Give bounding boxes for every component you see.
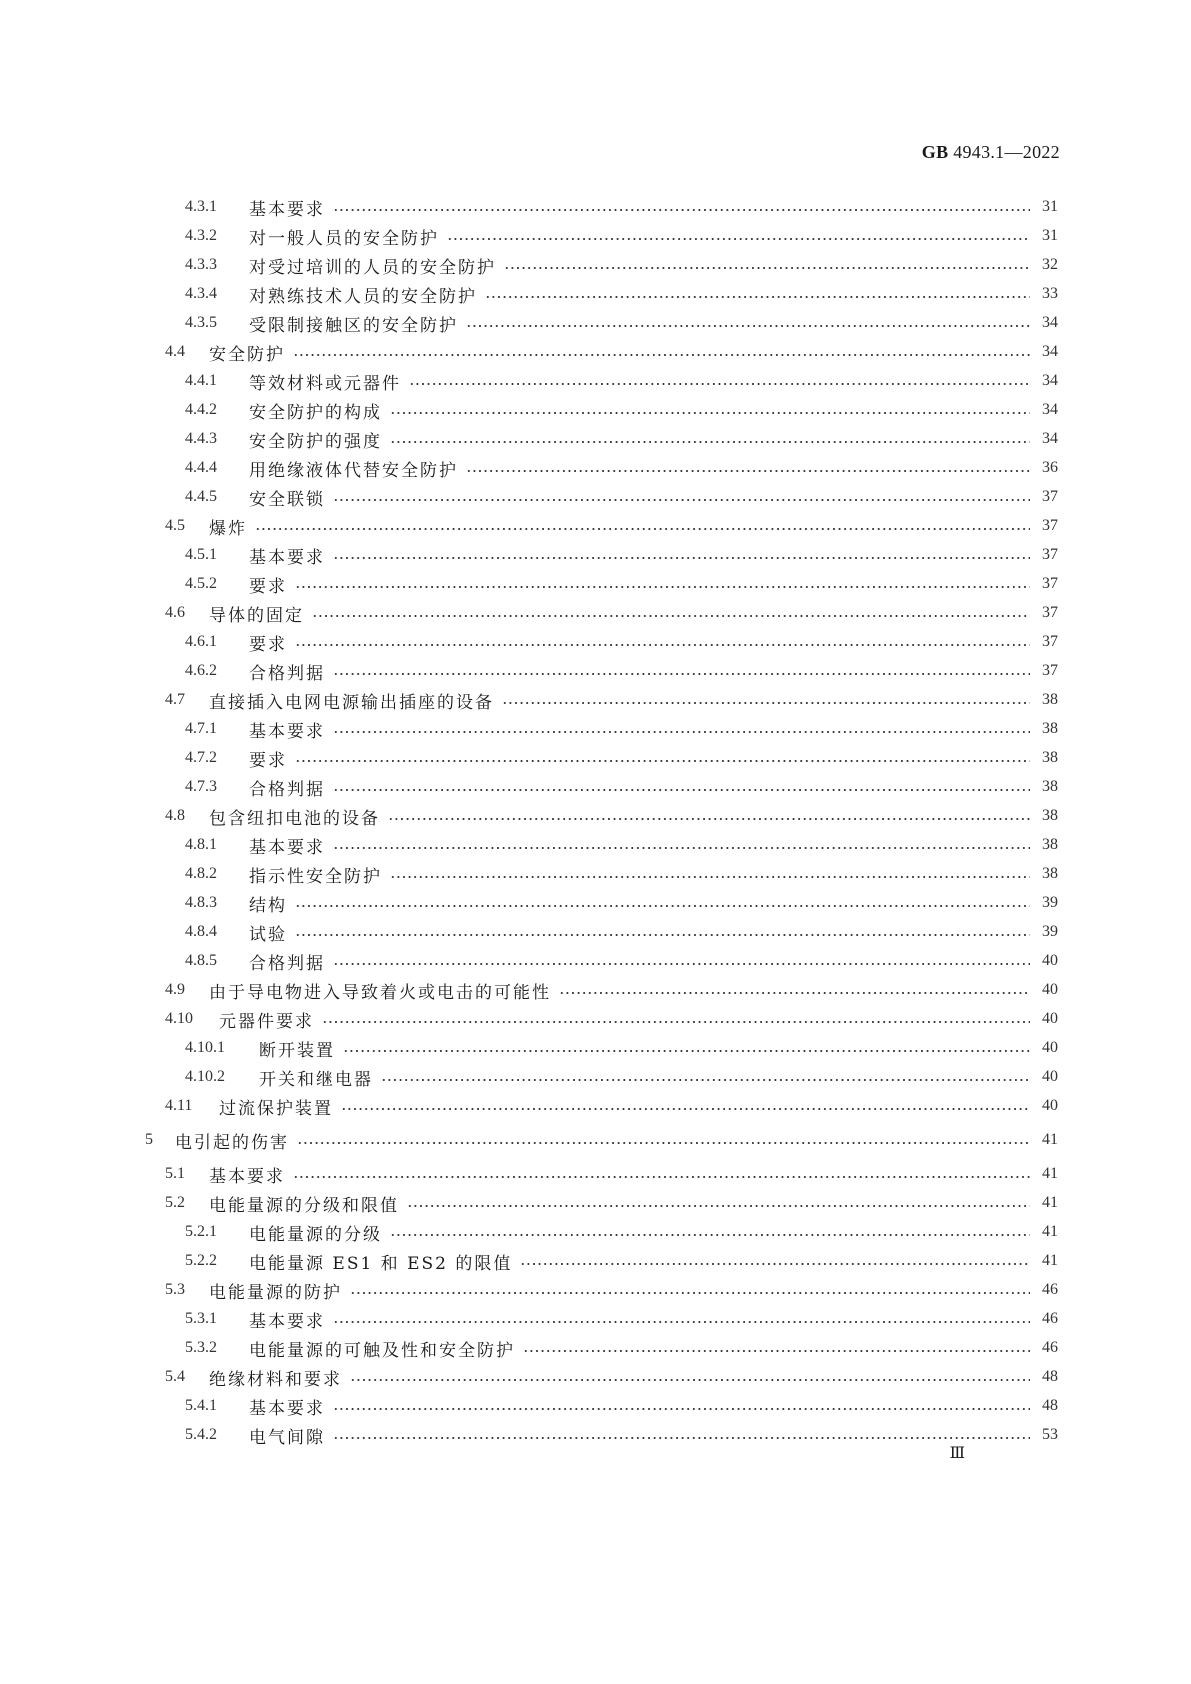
toc-entry-title: 安全防护的强度 bbox=[249, 431, 382, 452]
toc-entry-title: 基本要求 bbox=[249, 199, 325, 220]
toc-entry-page: 41 bbox=[1042, 1252, 1058, 1269]
toc-dot-leader bbox=[350, 1378, 1030, 1382]
page-number: Ⅲ bbox=[949, 1445, 965, 1462]
toc-entry-number: 4.7 bbox=[165, 691, 185, 708]
toc-entry-title: 试验 bbox=[249, 924, 287, 945]
toc-entry-title: 由于导电物进入导致着火或电击的可能性 bbox=[209, 982, 551, 1003]
toc-entry[interactable] bbox=[185, 833, 1058, 857]
toc-entry[interactable] bbox=[185, 485, 1058, 509]
toc-entry[interactable] bbox=[185, 1394, 1058, 1418]
toc-dot-leader bbox=[381, 1078, 1030, 1082]
toc-entry-page: 37 bbox=[1042, 575, 1058, 592]
toc-dot-leader bbox=[390, 440, 1030, 444]
toc-dot-leader bbox=[520, 1262, 1030, 1266]
toc-entry-title: 电气间隙 bbox=[249, 1427, 325, 1448]
toc-entry-page: 37 bbox=[1042, 488, 1058, 505]
toc-dot-leader bbox=[466, 469, 1030, 473]
toc-entry[interactable] bbox=[165, 514, 1058, 538]
toc-entry-number: 5.3.1 bbox=[185, 1310, 217, 1327]
toc-entry[interactable] bbox=[165, 804, 1058, 828]
toc-dot-leader bbox=[293, 1175, 1030, 1179]
toc-entry-number: 4.5.1 bbox=[185, 546, 217, 563]
toc-entry-title: 结构 bbox=[249, 895, 287, 916]
toc-entry-number: 4.6 bbox=[165, 604, 185, 621]
toc-dot-leader bbox=[390, 411, 1030, 415]
toc-entry-title: 基本要求 bbox=[249, 547, 325, 568]
toc-entry-title: 直接插入电网电源输出插座的设备 bbox=[209, 692, 494, 713]
toc-entry-page: 38 bbox=[1042, 720, 1058, 737]
toc-dot-leader bbox=[333, 1320, 1030, 1324]
standard-code: GB bbox=[921, 142, 949, 162]
toc-entry-number: 5.3 bbox=[165, 1281, 185, 1298]
toc-entry[interactable] bbox=[165, 1007, 1058, 1031]
toc-dot-leader bbox=[333, 498, 1030, 502]
toc-dot-leader bbox=[333, 846, 1030, 850]
toc-entry-number: 4.3.3 bbox=[185, 256, 217, 273]
toc-dot-leader bbox=[322, 1020, 1030, 1024]
toc-entry-number: 4.6.2 bbox=[185, 662, 217, 679]
toc-entry-title: 对受过培训的人员的安全防护 bbox=[249, 257, 496, 278]
toc-entry-page: 40 bbox=[1042, 1010, 1058, 1027]
toc-dot-leader bbox=[485, 295, 1030, 299]
toc-entry-title: 对熟练技术人员的安全防护 bbox=[249, 286, 477, 307]
toc-entry-number: 5.2.2 bbox=[185, 1252, 217, 1269]
toc-entry[interactable] bbox=[145, 1128, 1058, 1152]
toc-entry-number: 4.4.4 bbox=[185, 459, 217, 476]
toc-entry-number: 5.4 bbox=[165, 1368, 185, 1385]
toc-dot-leader bbox=[409, 382, 1030, 386]
toc-entry-page: 38 bbox=[1042, 749, 1058, 766]
document-header bbox=[922, 142, 1060, 163]
toc-entry-title: 指示性安全防护 bbox=[249, 866, 382, 887]
toc-entry-title: 等效材料或元器件 bbox=[249, 373, 401, 394]
toc-entry[interactable] bbox=[185, 630, 1058, 654]
toc-dot-leader bbox=[293, 353, 1030, 357]
toc-entry[interactable] bbox=[185, 862, 1058, 886]
toc-entry-page: 41 bbox=[1042, 1165, 1058, 1182]
toc-entry[interactable] bbox=[185, 1249, 1058, 1273]
toc-dot-leader bbox=[333, 208, 1030, 212]
toc-entry[interactable] bbox=[185, 659, 1058, 683]
toc-entry-page: 31 bbox=[1042, 227, 1058, 244]
toc-entry-number: 4.10 bbox=[165, 1010, 193, 1027]
toc-dot-leader bbox=[388, 817, 1030, 821]
toc-entry[interactable] bbox=[185, 920, 1058, 944]
toc-entry-number: 4.11 bbox=[165, 1097, 193, 1114]
toc-entry[interactable] bbox=[165, 978, 1058, 1002]
toc-entry-number: 4.7.3 bbox=[185, 778, 217, 795]
toc-entry-number: 4.8.1 bbox=[185, 836, 217, 853]
toc-dot-leader bbox=[295, 759, 1030, 763]
toc-dot-leader bbox=[333, 730, 1030, 734]
toc-dot-leader bbox=[343, 1049, 1030, 1053]
toc-entry-page: 40 bbox=[1042, 1097, 1058, 1114]
toc-entry-page: 31 bbox=[1042, 198, 1058, 215]
toc-entry-page: 37 bbox=[1042, 633, 1058, 650]
toc-entry[interactable] bbox=[185, 282, 1058, 306]
toc-entry[interactable] bbox=[185, 891, 1058, 915]
toc-dot-leader bbox=[333, 1407, 1030, 1411]
toc-entry-page: 53 bbox=[1042, 1426, 1058, 1443]
toc-entry-number: 5.2.1 bbox=[185, 1223, 217, 1240]
toc-entry-title: 用绝缘液体代替安全防护 bbox=[249, 460, 458, 481]
toc-dot-leader bbox=[559, 991, 1030, 995]
toc-entry-title: 电能量源的分级 bbox=[249, 1224, 382, 1245]
toc-dot-leader bbox=[390, 1233, 1030, 1237]
toc-dot-leader bbox=[295, 904, 1030, 908]
toc-entry-number: 4.4.5 bbox=[185, 488, 217, 505]
toc-entry-number: 5.2 bbox=[165, 1194, 185, 1211]
toc-dot-leader bbox=[504, 266, 1030, 270]
toc-entry-page: 38 bbox=[1042, 807, 1058, 824]
toc-dot-leader bbox=[333, 1436, 1030, 1440]
toc-entry[interactable] bbox=[185, 1065, 1058, 1089]
toc-dot-leader bbox=[407, 1204, 1030, 1208]
toc-entry-title: 开关和继电器 bbox=[259, 1069, 373, 1090]
toc-entry-title: 要求 bbox=[249, 576, 287, 597]
toc-entry-number: 4.8.3 bbox=[185, 894, 217, 911]
toc-entry[interactable] bbox=[165, 601, 1058, 625]
toc-entry-page: 34 bbox=[1042, 372, 1058, 389]
toc-entry[interactable] bbox=[165, 340, 1058, 364]
toc-entry-number: 4.3.1 bbox=[185, 198, 217, 215]
toc-entry-page: 34 bbox=[1042, 343, 1058, 360]
toc-entry-number: 4.8.4 bbox=[185, 923, 217, 940]
toc-entry-title: 爆炸 bbox=[209, 518, 247, 539]
standard-number: 4943.1—2022 bbox=[953, 142, 1060, 162]
toc-entry-number: 5.1 bbox=[165, 1165, 185, 1182]
toc-entry[interactable] bbox=[185, 1307, 1058, 1331]
toc-entry-page: 48 bbox=[1042, 1397, 1058, 1414]
toc-entry-number: 4.7.1 bbox=[185, 720, 217, 737]
toc-entry-title: 合格判据 bbox=[249, 779, 325, 800]
toc-dot-leader bbox=[333, 672, 1030, 676]
toc-entry-number: 4.4 bbox=[165, 343, 185, 360]
toc-entry[interactable] bbox=[185, 224, 1058, 248]
toc-entry-page: 32 bbox=[1042, 256, 1058, 273]
toc-entry-title: 受限制接触区的安全防护 bbox=[249, 315, 458, 336]
toc-entry-number: 4.4.3 bbox=[185, 430, 217, 447]
toc-dot-leader bbox=[502, 701, 1030, 705]
toc-entry-title: 合格判据 bbox=[249, 953, 325, 974]
toc-entry[interactable] bbox=[165, 1191, 1058, 1215]
toc-dot-leader bbox=[350, 1291, 1030, 1295]
toc-entry-title: 安全联锁 bbox=[249, 489, 325, 510]
toc-entry-number: 5.4.1 bbox=[185, 1397, 217, 1414]
toc-entry-number: 4.10.1 bbox=[185, 1039, 225, 1056]
toc-entry-number: 4.3.5 bbox=[185, 314, 217, 331]
toc-entry[interactable] bbox=[165, 1365, 1058, 1389]
toc-entry-page: 46 bbox=[1042, 1310, 1058, 1327]
toc-dot-leader bbox=[312, 614, 1030, 618]
toc-entry[interactable] bbox=[185, 253, 1058, 277]
toc-entry[interactable] bbox=[165, 1094, 1058, 1118]
toc-entry-number: 4.9 bbox=[165, 981, 185, 998]
toc-entry[interactable] bbox=[185, 1220, 1058, 1244]
toc-entry-number: 4.10.2 bbox=[185, 1068, 225, 1085]
toc-entry-page: 37 bbox=[1042, 517, 1058, 534]
toc-entry[interactable] bbox=[185, 369, 1058, 393]
toc-entry-page: 38 bbox=[1042, 836, 1058, 853]
toc-entry-page: 40 bbox=[1042, 1039, 1058, 1056]
toc-entry-number: 4.3.2 bbox=[185, 227, 217, 244]
toc-entry[interactable] bbox=[185, 746, 1058, 770]
toc-entry-title: 电能量源的分级和限值 bbox=[209, 1195, 399, 1216]
toc-entry-title: 基本要求 bbox=[249, 721, 325, 742]
toc-entry-page: 40 bbox=[1042, 981, 1058, 998]
toc-entry-number: 4.8.2 bbox=[185, 865, 217, 882]
toc-entry-page: 39 bbox=[1042, 894, 1058, 911]
toc-entry-page: 34 bbox=[1042, 401, 1058, 418]
toc-entry-page: 38 bbox=[1042, 778, 1058, 795]
toc-entry-title: 过流保护装置 bbox=[219, 1098, 333, 1119]
toc-entry-number: 4.5 bbox=[165, 517, 185, 534]
toc-entry-number: 4.8.5 bbox=[185, 952, 217, 969]
toc-entry-number: 5.3.2 bbox=[185, 1339, 217, 1356]
toc-entry-number: 4.8 bbox=[165, 807, 185, 824]
toc-entry[interactable] bbox=[185, 543, 1058, 567]
toc-entry-title: 安全防护 bbox=[209, 344, 285, 365]
toc-entry-title: 导体的固定 bbox=[209, 605, 304, 626]
toc-entry[interactable] bbox=[185, 1336, 1058, 1360]
toc-entry-page: 40 bbox=[1042, 952, 1058, 969]
toc-entry-title: 基本要求 bbox=[209, 1166, 285, 1187]
toc-entry[interactable] bbox=[185, 195, 1058, 219]
toc-entry-title: 元器件要求 bbox=[219, 1011, 314, 1032]
toc-dot-leader bbox=[295, 585, 1030, 589]
toc-dot-leader bbox=[390, 875, 1030, 879]
toc-entry-page: 41 bbox=[1042, 1223, 1058, 1240]
toc-entry-page: 37 bbox=[1042, 604, 1058, 621]
toc-entry-page: 46 bbox=[1042, 1281, 1058, 1298]
toc-dot-leader bbox=[333, 788, 1030, 792]
toc-entry-page: 40 bbox=[1042, 1068, 1058, 1085]
toc-entry-page: 48 bbox=[1042, 1368, 1058, 1385]
toc-entry-page: 39 bbox=[1042, 923, 1058, 940]
toc-entry[interactable] bbox=[185, 572, 1058, 596]
toc-entry-title: 要求 bbox=[249, 750, 287, 771]
toc-dot-leader bbox=[333, 962, 1030, 966]
toc-dot-leader bbox=[466, 324, 1030, 328]
toc-entry-number: 4.4.2 bbox=[185, 401, 217, 418]
toc-entry-title: 包含纽扣电池的设备 bbox=[209, 808, 380, 829]
toc-entry[interactable] bbox=[185, 775, 1058, 799]
toc-entry-number: 5 bbox=[145, 1131, 153, 1148]
toc-entry-title: 对一般人员的安全防护 bbox=[249, 228, 439, 249]
toc-entry-title: 电能量源 ES1 和 ES2 的限值 bbox=[249, 1253, 513, 1274]
toc-entry[interactable] bbox=[185, 1036, 1058, 1060]
toc-entry[interactable] bbox=[185, 398, 1058, 422]
toc-dot-leader bbox=[447, 237, 1030, 241]
toc-entry-number: 4.3.4 bbox=[185, 285, 217, 302]
toc-dot-leader bbox=[295, 643, 1030, 647]
toc-entry-page: 34 bbox=[1042, 430, 1058, 447]
toc-entry-title: 电能量源的可触及性和安全防护 bbox=[249, 1340, 515, 1361]
toc-entry-number: 4.7.2 bbox=[185, 749, 217, 766]
toc-dot-leader bbox=[295, 933, 1030, 937]
toc-entry-page: 36 bbox=[1042, 459, 1058, 476]
toc-entry-number: 4.4.1 bbox=[185, 372, 217, 389]
toc-entry-number: 5.4.2 bbox=[185, 1426, 217, 1443]
toc-dot-leader bbox=[297, 1141, 1030, 1145]
toc-entry-page: 41 bbox=[1042, 1194, 1058, 1211]
toc-entry[interactable] bbox=[165, 1278, 1058, 1302]
toc-entry-page: 46 bbox=[1042, 1339, 1058, 1356]
toc-entry[interactable] bbox=[165, 688, 1058, 712]
toc-entry-title: 基本要求 bbox=[249, 1311, 325, 1332]
toc-entry[interactable] bbox=[185, 1423, 1058, 1447]
toc-entry-page: 33 bbox=[1042, 285, 1058, 302]
toc-entry[interactable] bbox=[185, 311, 1058, 335]
toc-entry-title: 要求 bbox=[249, 634, 287, 655]
toc-entry-page: 34 bbox=[1042, 314, 1058, 331]
toc-entry-title: 电能量源的防护 bbox=[209, 1282, 342, 1303]
toc-entry-title: 电引起的伤害 bbox=[175, 1132, 289, 1153]
toc-entry[interactable] bbox=[185, 427, 1058, 451]
toc-entry-page: 37 bbox=[1042, 662, 1058, 679]
toc-entry-title: 基本要求 bbox=[249, 837, 325, 858]
toc-entry-page: 41 bbox=[1042, 1131, 1058, 1148]
toc-entry-title: 合格判据 bbox=[249, 663, 325, 684]
toc-dot-leader bbox=[333, 556, 1030, 560]
toc-dot-leader bbox=[341, 1107, 1030, 1111]
toc-entry-number: 4.5.2 bbox=[185, 575, 217, 592]
toc-entry-title: 安全防护的构成 bbox=[249, 402, 382, 423]
toc-dot-leader bbox=[523, 1349, 1030, 1353]
toc-entry-title: 断开装置 bbox=[259, 1040, 335, 1061]
toc-dot-leader bbox=[255, 527, 1030, 531]
toc-entry-number: 4.6.1 bbox=[185, 633, 217, 650]
toc-entry-title: 绝缘材料和要求 bbox=[209, 1369, 342, 1390]
toc-entry-title: 基本要求 bbox=[249, 1398, 325, 1419]
toc-entry-page: 38 bbox=[1042, 691, 1058, 708]
toc-entry[interactable] bbox=[185, 717, 1058, 741]
toc-entry-page: 37 bbox=[1042, 546, 1058, 563]
toc-entry[interactable] bbox=[185, 456, 1058, 480]
toc-entry-page: 38 bbox=[1042, 865, 1058, 882]
toc-entry[interactable] bbox=[165, 1162, 1058, 1186]
toc-entry[interactable] bbox=[185, 949, 1058, 973]
